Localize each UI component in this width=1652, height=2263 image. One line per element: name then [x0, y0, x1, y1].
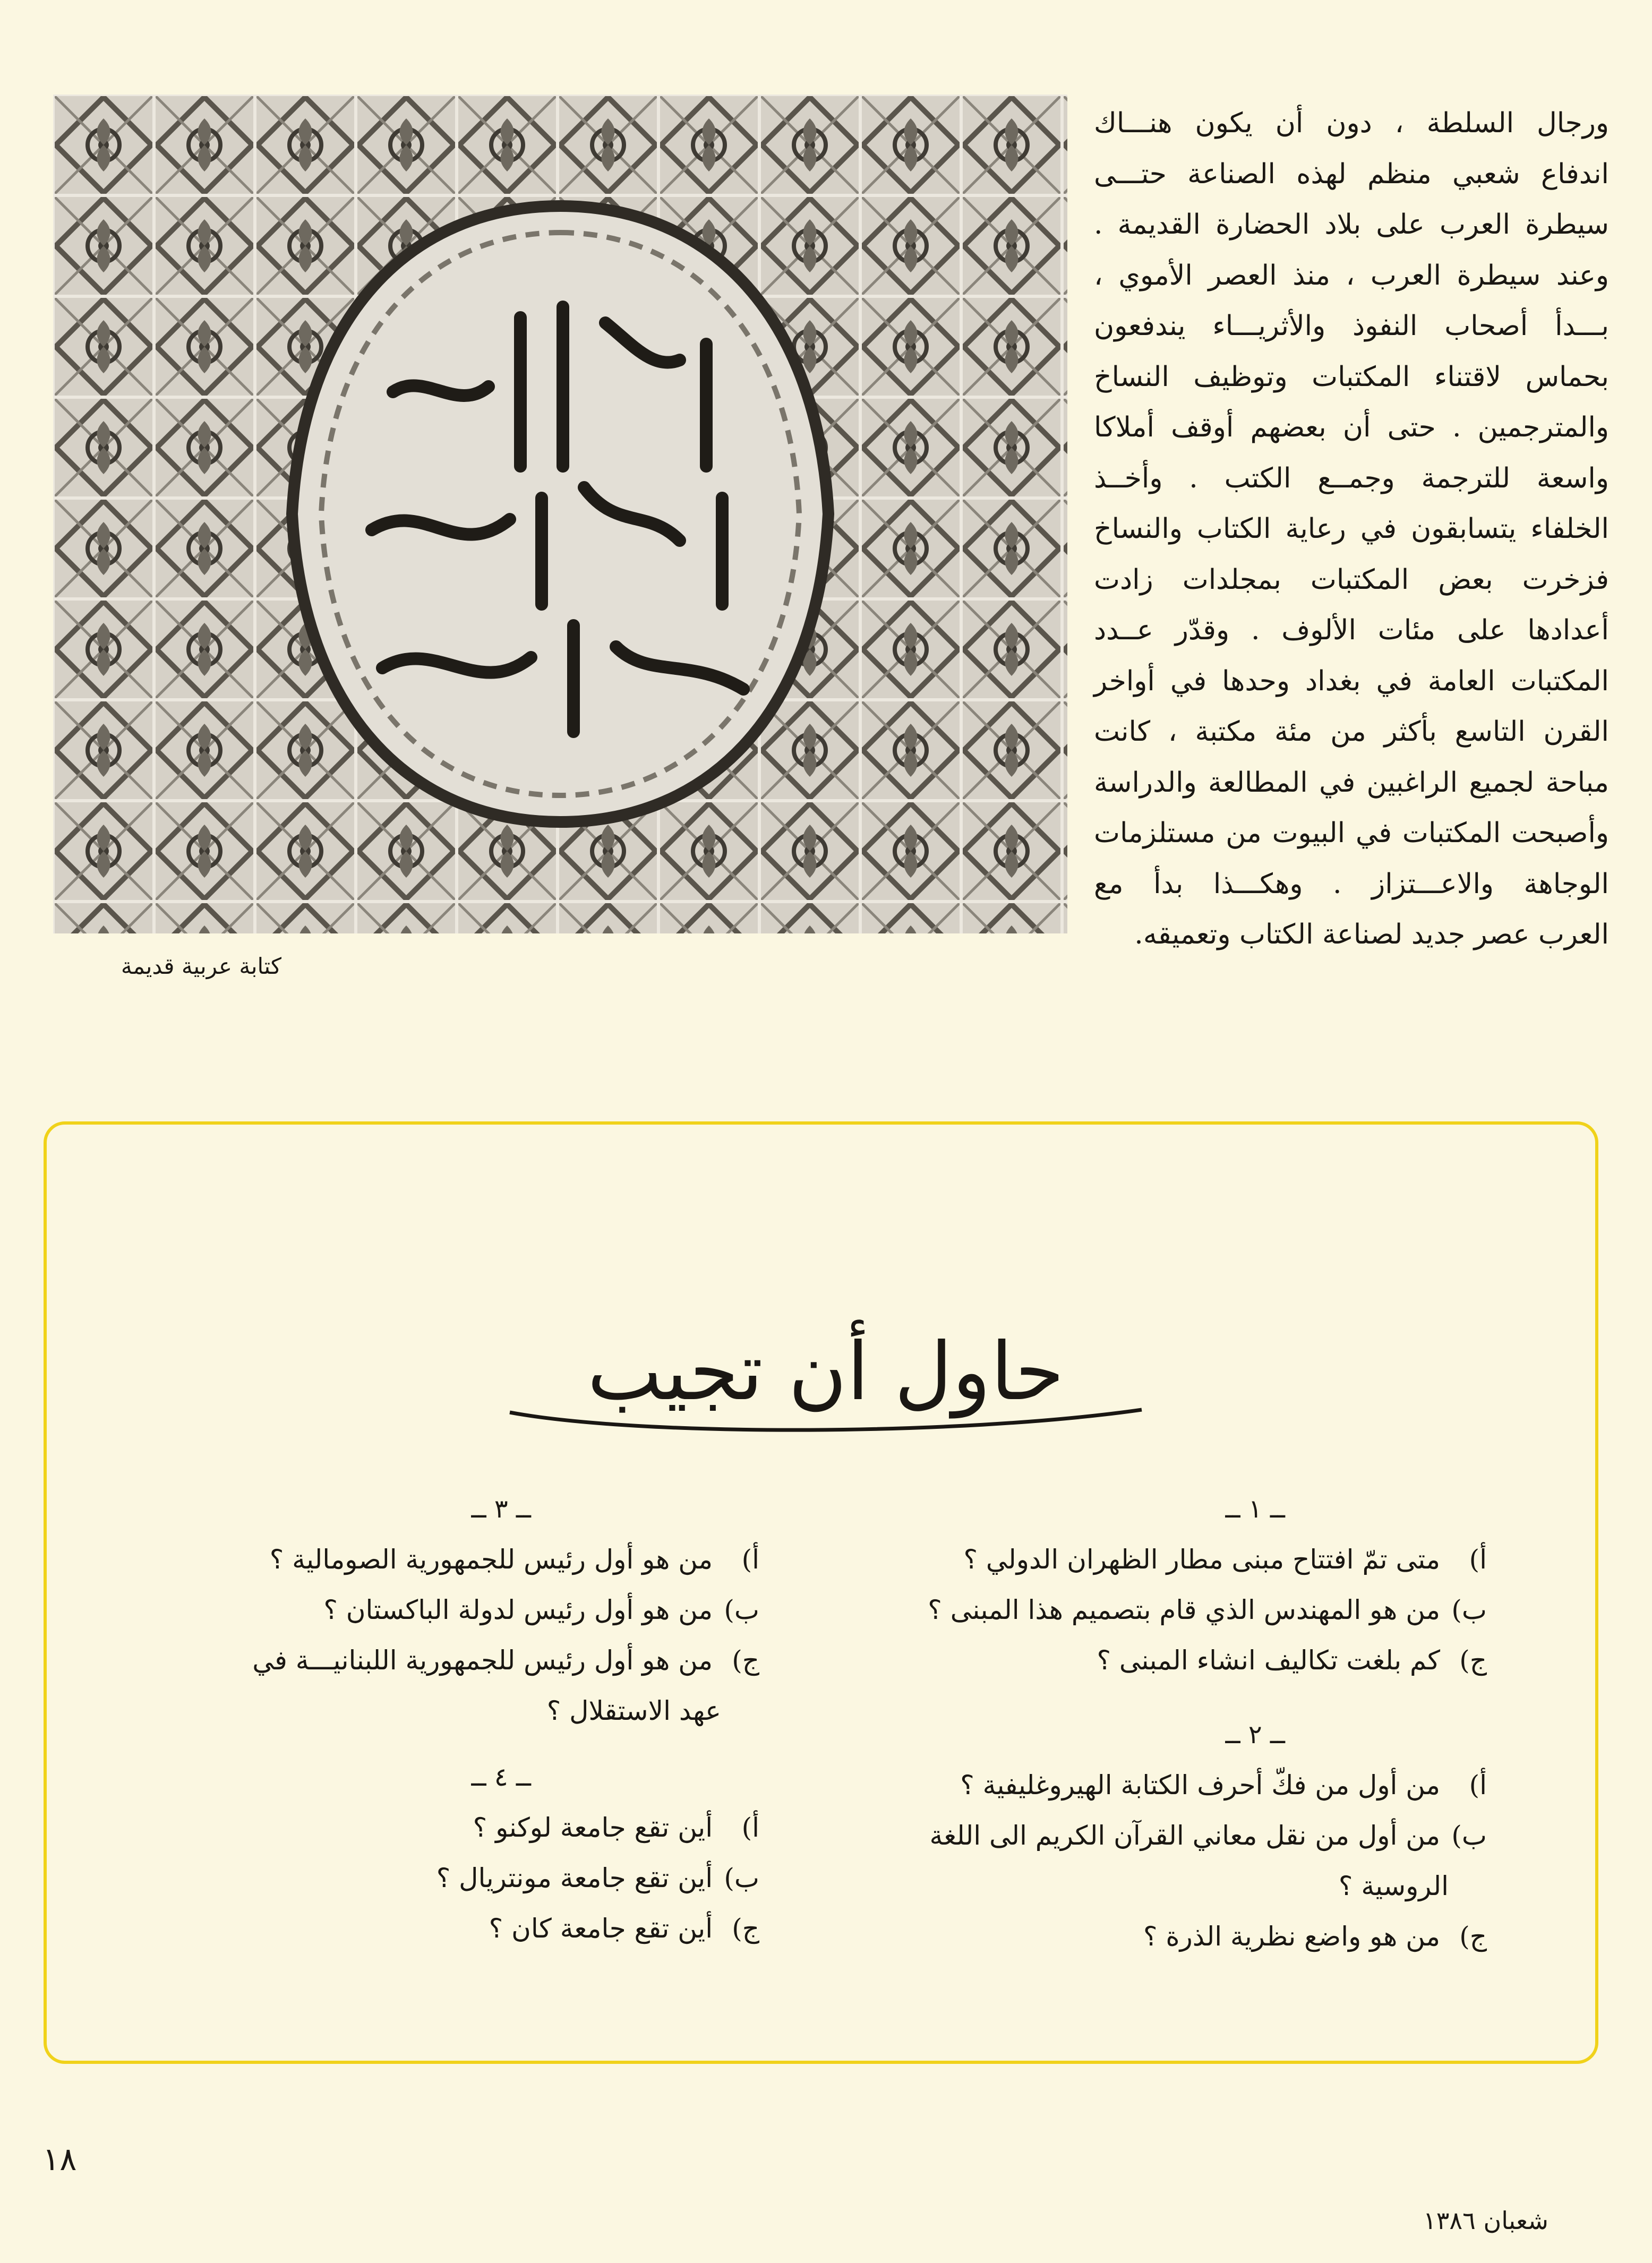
- article-line: سيطرة العرب على بلاد الحضارة القديمة .: [1094, 209, 1609, 241]
- question-label: ج): [1459, 1645, 1487, 1676]
- question-text: كم بلغت تكاليف انشاء المبنى ؟: [1097, 1645, 1441, 1676]
- question-label: ب): [1451, 1595, 1487, 1625]
- article-line: أعدادها على مئات الألوف . وقدّر عــدد: [1094, 614, 1609, 646]
- question-text: من هو أول رئيس للجمهورية الصومالية ؟: [269, 1544, 713, 1575]
- issue-date: شعبان ١٣٨٦: [1423, 2206, 1548, 2235]
- question-item: [860, 1535, 1487, 1585]
- question-item: [860, 1811, 1487, 1861]
- question-group-1: [860, 1484, 1487, 1686]
- question-text: من أول من نقل معاني القرآن الكريم الى اللغة: [929, 1820, 1441, 1851]
- article-line: المكتبات العامة في بغداد وحدها في أواخر: [1094, 665, 1609, 697]
- question-item: [149, 1635, 759, 1686]
- article-line: بـــدأ أصحاب النفوذ والأثريـــاء يندفعون: [1094, 310, 1609, 342]
- question-group-number: ــ ٣ ــ: [471, 1494, 531, 1524]
- question-item: [149, 1585, 759, 1635]
- question-label: أ): [741, 1544, 759, 1575]
- question-continuation: عهد الاستقلال ؟: [546, 1695, 721, 1726]
- article-line: بحماس لاقتناء المكتبات وتوظيف النساخ: [1094, 361, 1609, 393]
- question-text: أين تقع جامعة كان ؟: [489, 1913, 713, 1944]
- inscription-photo: [53, 95, 1067, 933]
- question-text: من هو أول رئيس للجمهورية اللبنانيـــة في: [252, 1645, 713, 1676]
- article-line: واسعة للترجمة وجمــع الكتب . وأخــذ: [1094, 462, 1609, 494]
- question-item: [149, 1904, 759, 1954]
- photo-caption: كتابة عربية قديمة: [121, 953, 281, 979]
- article-line: الخلفاء يتسابقون في رعاية الكتاب والنساخ: [1094, 513, 1609, 545]
- article-line: الوجاهة والاعـــتزاز . وهكـــذا بدأ مع: [1094, 868, 1609, 900]
- question-group-3: [149, 1484, 759, 1736]
- question-group-number: ــ ١ ــ: [1225, 1494, 1285, 1524]
- question-label: ج): [732, 1645, 759, 1676]
- question-group-number: ــ ٢ ــ: [1225, 1720, 1285, 1750]
- question-item: [860, 1635, 1487, 1686]
- article-line: وأصبحت المكتبات في البيوت من مستلزمات: [1094, 817, 1609, 849]
- question-label: ج): [1459, 1921, 1487, 1952]
- question-text: متى تمّ افتتاح مبنى مطار الظهران الدولي ؟: [963, 1544, 1441, 1575]
- article-line: العرب عصر جديد لصناعة الكتاب وتعميقه.: [1134, 919, 1609, 950]
- question-label: ب): [1451, 1820, 1487, 1851]
- question-continuation: الروسية ؟: [1338, 1871, 1449, 1901]
- question-label: أ): [741, 1812, 759, 1843]
- question-group-4: [149, 1752, 759, 1954]
- article-line: وعند سيطرة العرب ، منذ العصر الأموي ،: [1094, 259, 1609, 292]
- question-text: من هو واضع نظرية الذرة ؟: [1143, 1921, 1441, 1952]
- question-label: ب): [724, 1863, 759, 1893]
- question-item: [860, 1760, 1487, 1811]
- question-item: [149, 1535, 759, 1585]
- article-text: [1094, 98, 1609, 961]
- question-text: من هو المهندس الذي قام بتصميم هذا المبنى ؟: [928, 1595, 1441, 1625]
- question-text: أين تقع جامعة لوكنو ؟: [473, 1812, 713, 1843]
- quiz-title-text: حاول أن تجيب: [587, 1326, 1065, 1418]
- article-line: اندفاع شعبي منظم لهذه الصناعة حتـــى: [1094, 158, 1609, 190]
- question-text: من هو أول رئيس لدولة الباكستان ؟: [323, 1595, 713, 1625]
- question-group-2: [860, 1710, 1487, 1962]
- question-label: أ): [1469, 1770, 1487, 1801]
- question-label: ج): [732, 1913, 759, 1944]
- question-label: أ): [1469, 1544, 1487, 1575]
- question-item: [149, 1803, 759, 1853]
- article-line: القرن التاسع بأكثر من مئة مكتبة ، كانت: [1094, 716, 1609, 748]
- question-label: ب): [724, 1595, 759, 1625]
- article-line: ورجال السلطة ، دون أن يكون هنـــاك: [1094, 107, 1609, 139]
- article-line: فزخرت بعض المكتبات بمجلدات زادت: [1094, 563, 1609, 596]
- article-line: مباحة لجميع الراغبين في المطالعة والدراسة: [1094, 766, 1609, 799]
- quiz-title: [478, 1311, 1174, 1434]
- question-text: من أول من فكّ أحرف الكتابة الهيروغليفية ؟: [960, 1770, 1441, 1801]
- page-number: ١٨: [42, 2141, 77, 2178]
- question-text: أين تقع جامعة مونتريال ؟: [436, 1863, 713, 1893]
- question-group-number: ــ ٤ ــ: [471, 1762, 531, 1792]
- article-line: والمترجمين . حتى أن بعضهم أوقف أملاكا: [1094, 412, 1609, 443]
- question-item: [860, 1585, 1487, 1635]
- question-item: [860, 1911, 1487, 1962]
- question-item: [149, 1853, 759, 1904]
